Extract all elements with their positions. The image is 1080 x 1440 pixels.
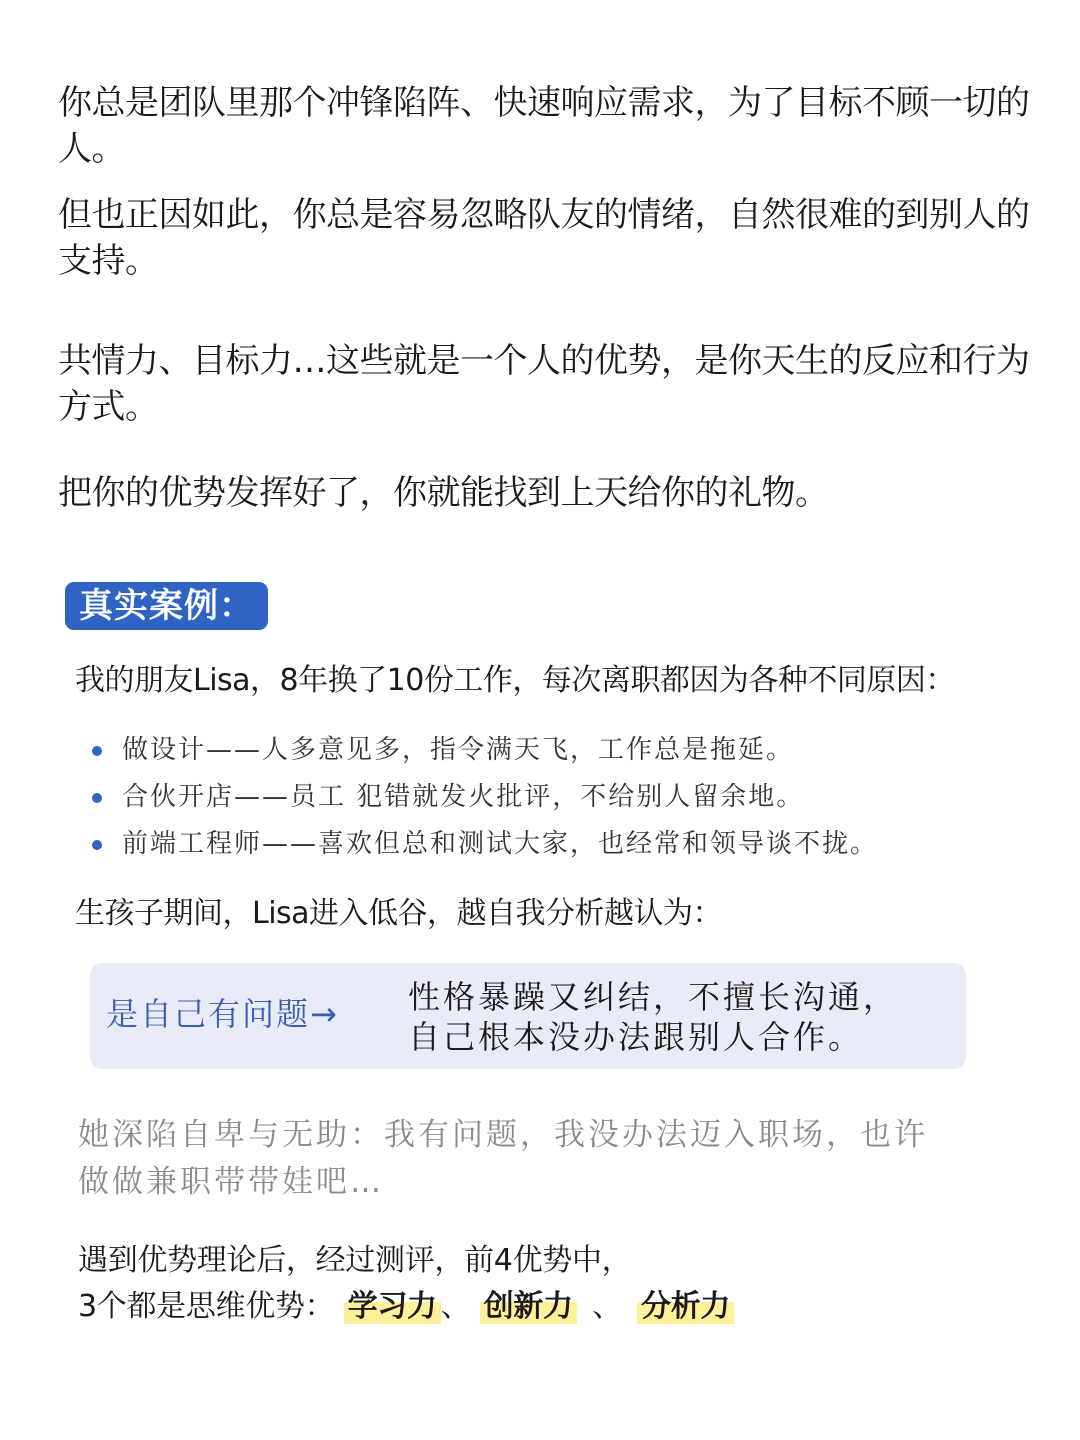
case-badge: 真实案例： <box>65 582 268 630</box>
intro-paragraph-4: 把你的优势发挥好了，你就能找到上天给你的礼物。 <box>58 473 829 513</box>
strength-highlight-1: 学习力 <box>344 1290 441 1324</box>
quote-label: 是自己有问题→ <box>106 995 339 1033</box>
inner-monologue <box>78 1112 1038 1206</box>
strength-highlight-3: 分析力 <box>637 1290 734 1324</box>
list-item <box>90 727 1040 774</box>
list-item-text: 前端工程师——喜欢但总和测试大家，也经常和领导谈不拢。 <box>122 829 879 859</box>
strengths-result-line-1: 遇到优势理论后，经过测评，前4优势中， <box>78 1243 632 1278</box>
inner-monologue-line-1: 她深陷自卑与无助：我有问题，我没办法迈入职场，也许 <box>78 1117 928 1153</box>
quote-text-line-1: 性格暴躁又纠结，不擅长沟通， <box>408 978 899 1016</box>
intro-section <box>58 80 1033 516</box>
quote-text <box>408 977 898 1057</box>
strengths-result-line-2 <box>78 1284 1038 1330</box>
list-item <box>90 821 1040 868</box>
quote-text-line-2: 自己根本没办法跟别人合作。 <box>408 1018 864 1056</box>
intro-paragraph-2: 但也正因如此，你总是容易忽略队友的情绪，自然很难的到别人的支持。 <box>58 195 1030 281</box>
list-item <box>90 774 1040 821</box>
intro-paragraph-1: 你总是团队里那个冲锋陷阵、快速响应需求，为了目标不顾一切的人。 <box>58 83 1030 169</box>
strengths-prefix: 3个都是思维优势： <box>78 1289 335 1324</box>
list-item-text: 做设计——人多意见多，指令满天飞，工作总是拖延。 <box>122 735 795 765</box>
strengths-result <box>78 1238 1038 1330</box>
strength-highlight-2: 创新力 <box>480 1290 577 1324</box>
list-item-text: 合伙开店——员工 犯错就发火批评，不给别人留余地。 <box>122 782 805 812</box>
bullet-dot-icon <box>92 746 102 756</box>
intro-paragraph-3: 共情力、目标力…这些就是一个人的优势，是你天生的反应和行为方式。 <box>58 341 1030 427</box>
quote-box <box>90 963 966 1069</box>
case-intro-line: 我的朋友Lisa，8年换了10份工作，每次离职都因为各种不同原因： <box>75 663 955 698</box>
bullet-dot-icon <box>92 840 102 850</box>
inner-monologue-line-2: 做做兼职带带娃吧… <box>78 1164 384 1200</box>
bullet-dot-icon <box>92 793 102 803</box>
job-history-list <box>90 727 1040 868</box>
strength-separator: 、 <box>592 1289 622 1324</box>
strength-separator: 、 <box>440 1289 471 1324</box>
birth-period-line: 生孩子期间，Lisa进入低谷，越自我分析越认为： <box>75 896 723 931</box>
